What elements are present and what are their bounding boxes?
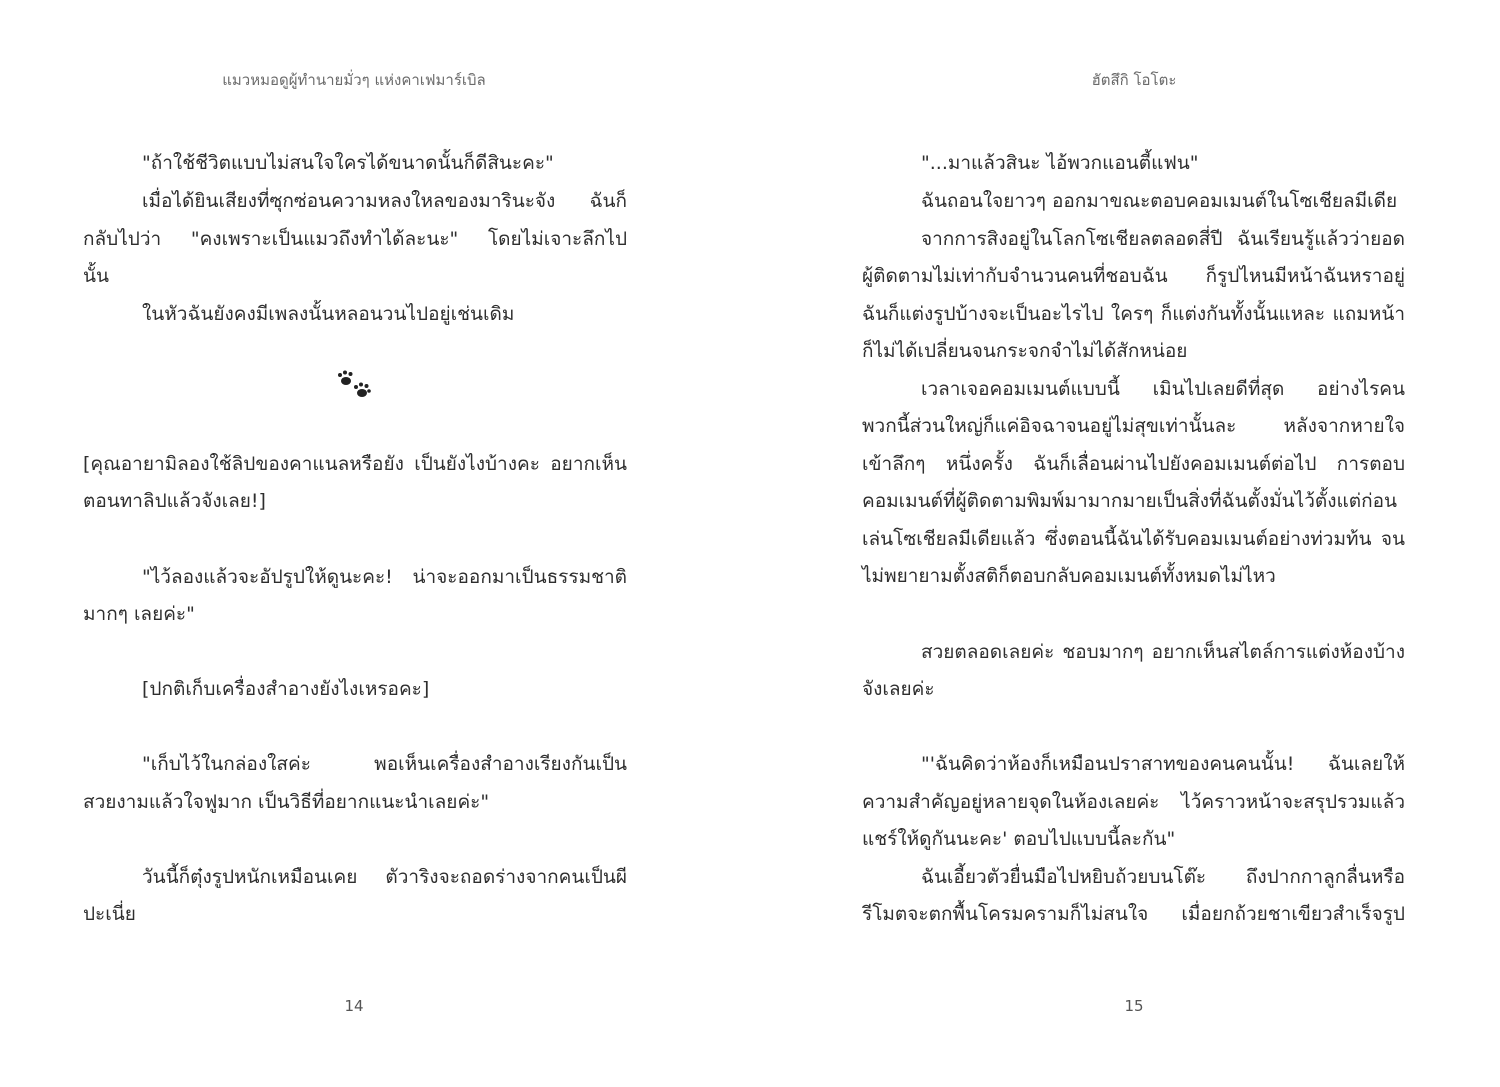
- text-line: ความสำคัญอยู่หลายจุดในห้องเลยค่ะ ไว้คราวหน้าจะสรุปรวมแล้ว: [862, 791, 1405, 813]
- text-line: ตอนทาลิปแล้วจังเลย!]: [83, 490, 266, 512]
- text-line: [คุณอายามิลองใช้ลิปของคาแนลหรือยัง เป็นยังไงบ้างคะ อยากเห็น: [83, 453, 627, 475]
- text-line: "เก็บไว้ในกล่องใสค่ะ พอเห็นเครื่องสำอางเรียงกันเป็น: [142, 753, 627, 775]
- text-line: ฉันเอี้ยวตัวยื่นมือไปหยิบถ้วยบนโต๊ะ ถึงปากกาลูกลื่นหรือ: [921, 866, 1405, 888]
- running-header: แมวหมอดูผู้ทำนายมั่วๆ แห่งคาเฟมาร์เบิล: [222, 71, 486, 89]
- text-line: พวกนี้ส่วนใหญ่ก็แค่อิจฉาจนอยู่ไม่สุขเท่านั้นละ หลังจากหายใจ: [862, 415, 1405, 437]
- text-line: ผู้ติดตามไม่เท่ากับจำนวนคนที่ชอบฉัน ก็รูปไหนมีหน้าฉันหราอยู่: [862, 265, 1405, 287]
- text-line: เวลาเจอคอมเมนต์แบบนี้ เมินไปเลยดีที่สุด อย่างไรคน: [921, 378, 1405, 400]
- text-line: กลับไปว่า "คงเพราะเป็นแมวถึงทำได้ละนะ" โดยไม่เจาะลึกไป: [83, 228, 627, 250]
- text-line: เมื่อได้ยินเสียงที่ซุกซ่อนความหลงใหลของมารินะจัง ฉันก็: [142, 190, 627, 212]
- text-line: [ปกติเก็บเครื่องสำอางยังไงเหรอคะ]: [142, 678, 430, 700]
- text-line: "...มาแล้วสินะ ไอ้พวกแอนตี้แฟน": [921, 152, 1199, 174]
- text-line: มากๆ เลยค่ะ": [83, 603, 195, 625]
- running-header: ฮัตสึกิ โอโตะ: [1091, 71, 1177, 89]
- page-number: 14: [344, 997, 364, 1015]
- text-line: วันนี้ก็ตุ๋งรูปหนักเหมือนเคย ตัวาริงจะถอดร่างจากคนเป็นผี: [142, 866, 627, 888]
- text-line: แชร์ให้ดูกันนะคะ' ตอบไปแบบนี้ละกัน": [862, 828, 1176, 850]
- text-line: สวยตลอดเลยค่ะ ชอบมากๆ อยากเห็นสไตล์การแต่งห้องบ้าง: [921, 641, 1405, 663]
- text-line: ก็ไม่ได้เปลี่ยนจนกระจกจำไม่ได้สักหน่อย: [862, 340, 1188, 362]
- text-line: จังเลยค่ะ: [862, 678, 935, 700]
- text-line: "ถ้าใช้ชีวิตแบบไม่สนใจใครได้ขนาดนั้นก็ดีสินะคะ": [142, 152, 554, 174]
- text-line: ฉันถอนใจยาวๆ ออกมาขณะตอบคอมเมนต์ในโซเชียลมีเดีย: [921, 190, 1398, 212]
- text-line: คอมเมนต์ที่ผู้ติดตามพิมพ์มามากมายเป็นสิ่งที่ฉันตั้งมั่นไว้ตั้งแต่ก่อน: [862, 490, 1397, 512]
- text-line: "ไว้ลองแล้วจะอัปรูปให้ดูนะคะ! น่าจะออกมาเป็นธรรมชาติ: [142, 566, 627, 588]
- text-line: ฉันก็แต่งรูปบ้างจะเป็นอะไรไป ใครๆ ก็แต่งกันทั้งนั้นแหละ แถมหน้า: [862, 303, 1405, 325]
- text-line: รีโมตจะตกพื้นโครมครามก็ไม่สนใจ เมื่อยกถ้วยชาเขียวสำเร็จรูป: [862, 903, 1405, 925]
- text-line: ปะเนี่ย: [83, 903, 136, 925]
- paw-prints-icon: [336, 370, 374, 402]
- text-line: สวยงามแล้วใจฟูมาก เป็นวิธีที่อยากแนะนำเลยค่ะ": [83, 791, 490, 813]
- text-line: จากการสิงอยู่ในโลกโซเชียลตลอดสี่ปี ฉันเรียนรู้แล้วว่ายอด: [921, 228, 1405, 250]
- text-line: ไม่พยายามตั้งสติก็ตอบกลับคอมเมนต์ทั้งหมดไม่ไหว: [862, 565, 1276, 587]
- text-line: ในหัวฉันยังคงมีเพลงนั้นหลอนวนไปอยู่เช่นเดิม: [142, 303, 515, 325]
- text-line: นั้น: [83, 265, 109, 287]
- right-page: [750, 0, 1500, 1087]
- page-number: 15: [1124, 997, 1144, 1015]
- text-line: เข้าลึกๆ หนึ่งครั้ง ฉันก็เลื่อนผ่านไปยังคอมเมนต์ต่อไป การตอบ: [862, 453, 1405, 475]
- text-line: "'ฉันคิดว่าห้องก็เหมือนปราสาทของคนคนนั้น! ฉันเลยให้: [921, 753, 1405, 775]
- text-line: เล่นโซเชียลมีเดียแล้ว ซึ่งตอนนี้ฉันได้รับคอมเมนต์อย่างท่วมท้น จน: [862, 528, 1405, 550]
